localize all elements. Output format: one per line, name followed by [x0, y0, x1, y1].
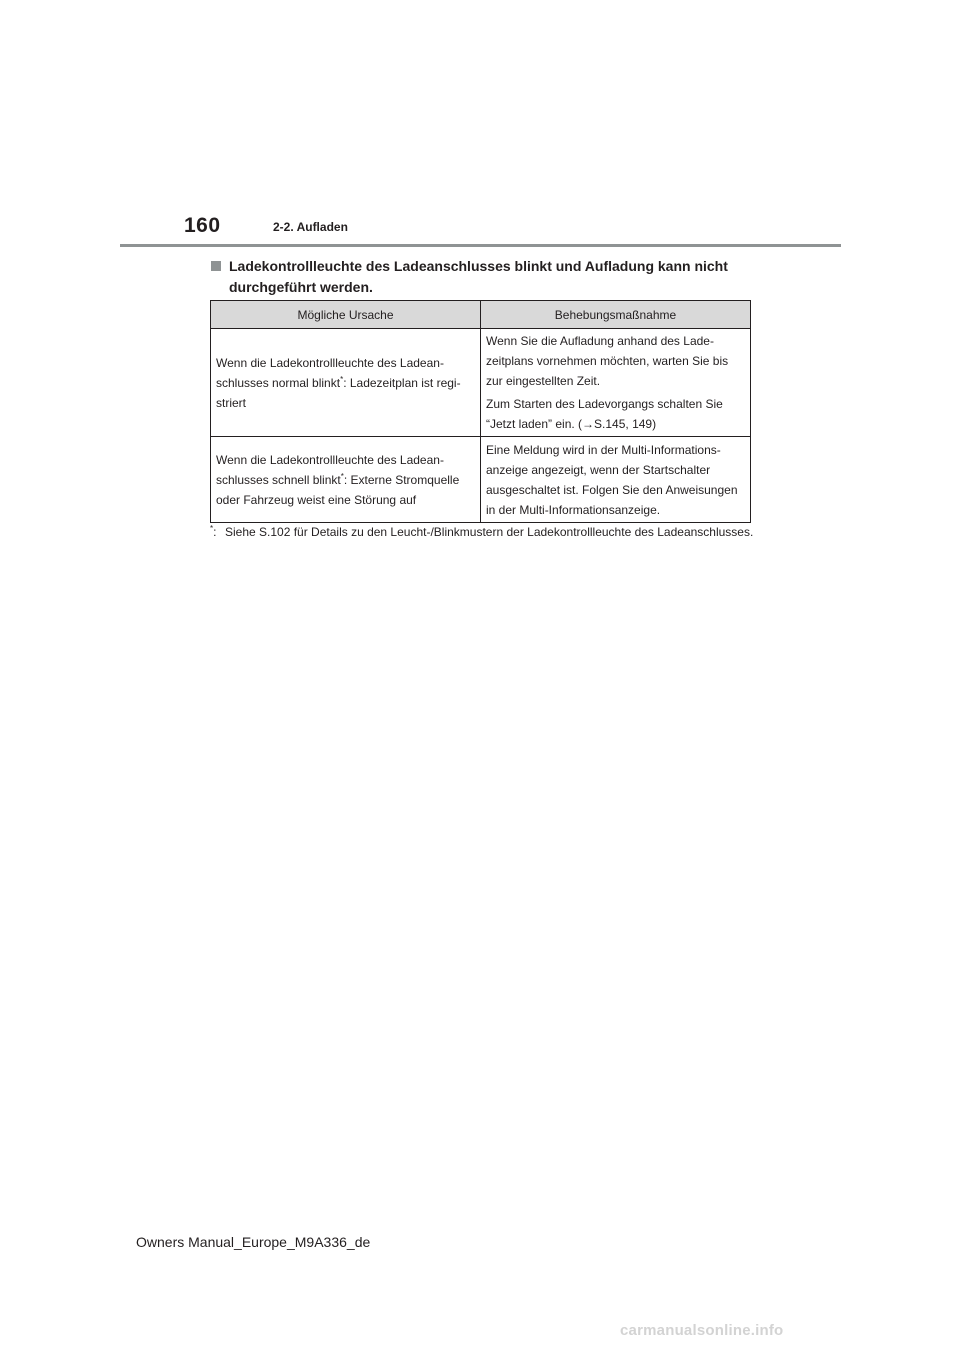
footnote-text: Siehe S.102 für Details zu den Leucht-/Blinkmustern der Ladekontrollleuchte des Ladeanschlusses. — [225, 525, 754, 539]
remedy-paragraph: Zum Starten des Ladevorgangs schalten Sie “Jetzt laden” ein. (→S.145, 149) — [486, 397, 723, 431]
remedy-paragraph: Wenn Sie die Aufladung anhand des Ladezeitplans vornehmen möchten, warten Sie bis zur eingestellten Zeit. — [486, 334, 729, 388]
cause-text-continued: : Externe Stromquelle oder Fahrzeug weist eine Störung auf — [216, 472, 460, 507]
header-divider — [120, 244, 841, 247]
section-heading — [211, 256, 771, 298]
asterisk-mark: * — [340, 471, 344, 481]
watermark: carmanualsonline.info — [620, 1322, 784, 1339]
square-bullet-icon — [211, 261, 221, 271]
table-row — [211, 437, 751, 523]
cause-cell — [211, 437, 481, 523]
cause-text: Wenn die Ladekontrollleuchte des Ladeanschlusses schnell blinkt — [216, 452, 444, 487]
remedy-paragraph: Eine Meldung wird in der Multi-Informationsanzeige angezeigt, wenn der Startschalter ausgeschaltet ist. Folgen Sie den Anweisungen in der Multi-Informationsanzeige. — [486, 442, 738, 517]
table-header-row — [211, 301, 751, 329]
heading-text: Ladekontrollleuchte des Ladeanschlusses blinkt und Aufladung kann nicht durchgeführt werden. — [229, 258, 728, 295]
page-number: 160 — [184, 214, 221, 237]
remedy-cell — [481, 329, 751, 437]
table-header-cause: Mögliche Ursache — [211, 301, 481, 329]
footnote-separator: : — [213, 525, 217, 539]
table-row — [211, 329, 751, 437]
cause-text: Wenn die Ladekontrollleuchte des Ladeanschlusses normal blinkt — [216, 355, 444, 390]
remedy-cell — [481, 437, 751, 523]
cause-remedy-table — [210, 300, 751, 523]
section-label: 2-2. Aufladen — [273, 220, 348, 234]
asterisk-mark: * — [340, 374, 344, 384]
cause-text-continued: : Ladezeitplan ist registriert — [216, 375, 461, 410]
table-header-remedy: Behebungsmaßnahme — [481, 301, 751, 329]
cause-cell — [211, 329, 481, 437]
footnote-asterisk: * — [210, 524, 214, 533]
document-id: Owners Manual_Europe_M9A336_de — [136, 1234, 371, 1250]
footnote-mark — [210, 522, 216, 542]
footnote — [210, 522, 755, 542]
